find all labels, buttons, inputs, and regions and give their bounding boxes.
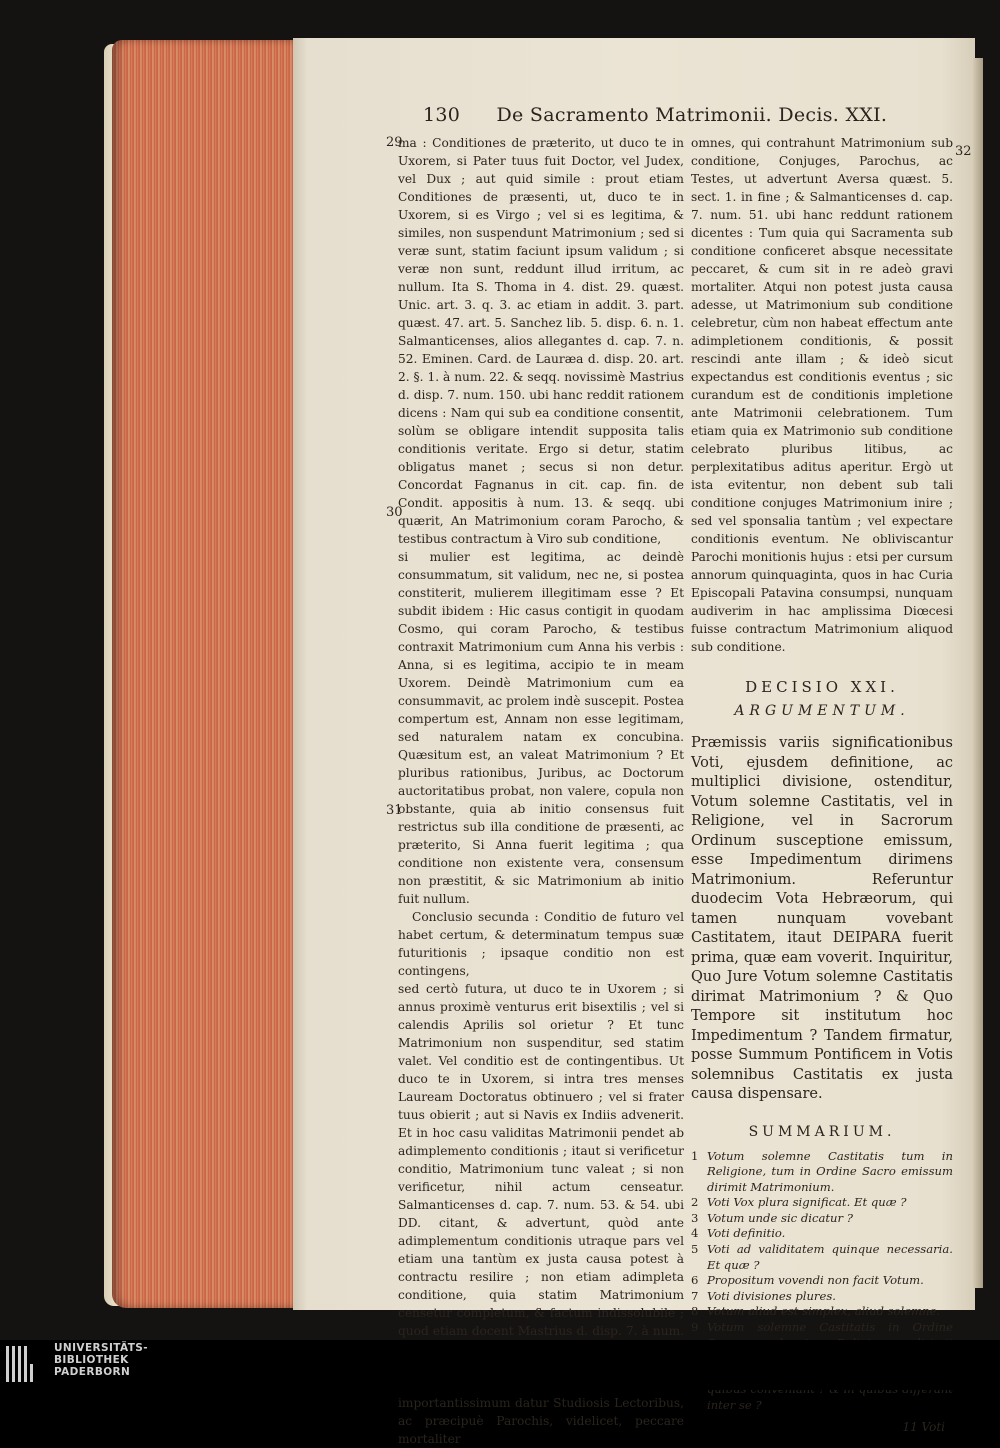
paragraph: si mulier est legitima, ac deindè consummatum, sit validum, nec ne, si postea constiterit, mulierem illegitimam esse ? Et subdit ibidem : Hic casus contigit in quodam Cosmo, qui coram Parocho, & testibus contraxit Matrimonium cum Anna his verbis : Anna, si es legitima, accipio te in meam Uxorem. Deindè Matrimonium cum ea consummavit, ac prolem indè suscepit. Postea compertum est, Annam non esse legitimam, sed naturalem natam ex concubina. Quæsitum est, an valeat Matrimonium ? Et pluribus rationibus, Juribus, ac Doctorum auctoritatibus probat, non valere, copula non obstante, quia ab initio consensus fuit restrictus sub illa conditione de præsenti, ac præterito, Si Anna fuerit legitima ; qua conditione non existente vera, consensum non præstitit, & sic Matrimonium ab initio fuit nullum. [398, 550, 684, 906]
summarium-item-text: Votum unde sic dicatur ? [707, 1210, 853, 1225]
summarium-item [691, 1304, 953, 1320]
summarium-item-text: Propositum vovendi non facit Votum. [707, 1273, 924, 1288]
paragraph: Conclusio secunda : Conditio de futuro vel habet certum, & determinatum tempus suæ futuritionis ; ipsaque conditio non est contingens, [398, 910, 684, 978]
paragraph: importantissimum datur Studiosis Lectoribus, ac præcipuè Parochis, videlicet, peccare mortaliter [398, 1396, 684, 1446]
summarium-item-text: Votum solemne Castitatis in Ordine [707, 1320, 953, 1335]
left-column [398, 134, 684, 1448]
paragraph: sed certò futura, ut duco te in Uxorem ; si annus proximè venturus erit bisextilis ; vel si calendis Aprilis sol orietur ? Et tunc Matrimonium non suspenditur, sed statim valet. Vel conditio est de contingentibus. Ut duco te in Uxorem, si intra tres menses Lauream Doctoratus obtinuero ; vel si frater tuus obierit ; aut si Navis ex Indiis advenerit. Et in hoc casu validitas Matrimonii pendet ab adimplemento conditionis ; itaut si verificetur conditio, Matrimonium tunc valeat ; si non verificetur, nihil actum censeatur. Salmanticenses d. cap. 7. num. 53. & 54. ubi DD. citant, & advertunt, quòd ante adimplementum conditionis utraque pars vel etiam una tantùm ex justa causa potest à contractu resilire ; non etiam adimpleta conditione, quia statim Matrimonium censetur completum, & factum indissolubile ; quod etiam docent Mastrius d. disp. 7. à num. [398, 982, 684, 1338]
library-name [54, 1342, 148, 1378]
summarium-item [691, 1242, 953, 1273]
book-page [293, 38, 975, 1446]
summarium-title: SUMMARIUM. [748, 1123, 896, 1140]
summarium-item-number: 4 [691, 1226, 699, 1241]
margin-number-32: 32 [955, 144, 972, 159]
page-edges [112, 40, 302, 1308]
summarium-item-text: Votum aliud est simplex, aliud solemne. [707, 1304, 941, 1319]
summarium-item-text: Voti definitio. [707, 1226, 786, 1241]
summarium-item-text: Voti ad validitatem quinque necessaria. Et quæ ? [707, 1242, 953, 1272]
summarium-item [691, 1149, 953, 1196]
summarium-item-text: Votum solemne Castitatis tum in Religione, tum in Ordine Sacro emissum dirimit Matrimonium. [707, 1148, 953, 1194]
margin-number-29: 29 [386, 135, 403, 150]
summarium-item-number: 9 [691, 1320, 699, 1335]
argumentum-title: ARGUMENTUM. [734, 703, 910, 719]
argument-summary: Præmissis variis significationibus Voti, ejusdem definitione, ac multiplici divisione, ostenditur, Votum solemne Castitatis, vel in Religione, vel in Sacrorum Ordinum susceptione emissum, esse Impedimentum dirimens Matrimonium. Referuntur duodecim Vota Hebræorum, qui tamen nunquam vovebant Castitatem, itaut DEIPARA fuerit prima, quæ eam voverit. Inquiritur, Quo Jure Votum solemne Castitatis dirimat Matrimonium ? & Quo Tempore sit institutum hoc Impedimentum ? Tandem firmatur, posse Summum Pontificem in Votis solemnibus Castitatis ex justa causa dispensare. [691, 735, 953, 1102]
summarium-item-number: 1 [691, 1148, 699, 1163]
paragraph: omnes, qui contrahunt Matrimonium sub conditione, Conjuges, Parochus, ac Testes, ut advertunt Aversa quæst. 5. sect. 1. in fine ; & Salmanticenses d. cap. 7. num. 51. ubi hanc reddunt rationem dicentes : Tum quia qui Sacramenta sub conditione conficeret absque necessitate peccaret, & cum sit in re adeò gravi mortaliter. Atqui non potest justa causa adesse, ut Matrimonium sub conditione celebretur, cùm non habeat effectum ante adimpletionem conditionis, & possit rescindi ante illam ; & ideò sicut expectandus est conditionis eventus ; sic curandum est de conditionis impletione ante Matrimonii celebrationem. Tum etiam quia ex Matrimonio sub conditione celebrato pluribus litibus, ac perplexitatibus aditus aperitur. Ergò ut ista evitentur, non debent sub tali conditione conjuges Matrimonium inire ; sed vel sponsalia tantùm ; vel expectare conditionis eventum. Ne obliviscantur Parochi monitionis hujus : etsi per cursum annorum quinquaginta, quos in hac Curia Episcopali Patavina consumpsi, nunquam audiverim in hac amplissima Diœcesi fuisse contractum Matrimonium aliquod sub conditione. [691, 136, 953, 654]
right-column [691, 134, 953, 1436]
summarium-item [691, 1226, 953, 1242]
library-line: PADERBORN [54, 1366, 131, 1378]
library-line: UNIVERSITÄTS- [54, 1342, 149, 1354]
summarium-item-number: 8 [691, 1304, 699, 1319]
margin-number-30: 30 [386, 505, 403, 520]
summarium-item-text: inter se ? [707, 1398, 762, 1412]
summarium-item-text: Voti Vox plura significat. Et quæ ? [707, 1195, 907, 1210]
summarium-item [691, 1273, 953, 1289]
summarium-item-number: 5 [691, 1242, 699, 1257]
paragraph: ma : Conditiones de præterito, ut duco te in Uxorem, si Pater tuus fuit Doctor, vel Judex, vel Dux ; aut quid simile : prout etiam Conditiones de præsenti, ut, duco te in Uxorem, si es Virgo ; vel si es legitima, & similes, non suspendunt Matrimonium ; sed si veræ sunt, statim faciunt ipsum validum ; si veræ non sunt, reddunt illud irritum, ac nullum. Ita S. Thoma in 4. dist. 29. quæst. Unic. art. 3. q. 3. ac etiam in addit. 3. part. quæst. 47. art. 5. Sanchez lib. 5. disp. 6. n. 1. Salmanticenses, alios allegantes d. cap. 7. n. 52. Eminen. Card. de Lauræa d. disp. 20. art. 2. §. 1. à num. 22. & seqq. novissimè Mastrius d. disp. 7. num. 150. ubi hanc reddit rationem dicens : Nam qui sub ea conditione consentit, solùm se obligare intendit supposita talis conditionis veritate. Ergo si detur, statim obligatus manet ; secus si non detur. Concordat Fagnanus in cit. cap. fin. de Condit. appositis à num. 13. & seqq. ubi quærit, An Matrimonium coram Parocho, & testibus contractum à Viro sub conditione, [398, 136, 684, 546]
summarium-item-number: 3 [691, 1210, 699, 1225]
summarium-item [691, 1211, 953, 1227]
footer-bar [0, 1340, 1000, 1390]
margin-number-31: 31 [386, 803, 403, 818]
summarium-item-number: 7 [691, 1288, 699, 1303]
summarium-item-number: 6 [691, 1273, 699, 1288]
library-logo [6, 1346, 36, 1386]
running-title: De Sacramento Matrimonii. Decis. XXI. [496, 104, 888, 126]
summarium-item [691, 1289, 953, 1305]
summarium-item-number: 2 [691, 1195, 699, 1210]
catchword: 11 Voti [902, 1419, 945, 1434]
page-number: 130 [423, 104, 461, 126]
decision-title: DECISIO XXI. [745, 678, 899, 696]
running-header [423, 104, 887, 126]
library-line: BIBLIOTHEK [54, 1354, 129, 1366]
summarium-item [691, 1195, 953, 1211]
summarium-item-text: Voti divisiones plures. [707, 1288, 836, 1303]
